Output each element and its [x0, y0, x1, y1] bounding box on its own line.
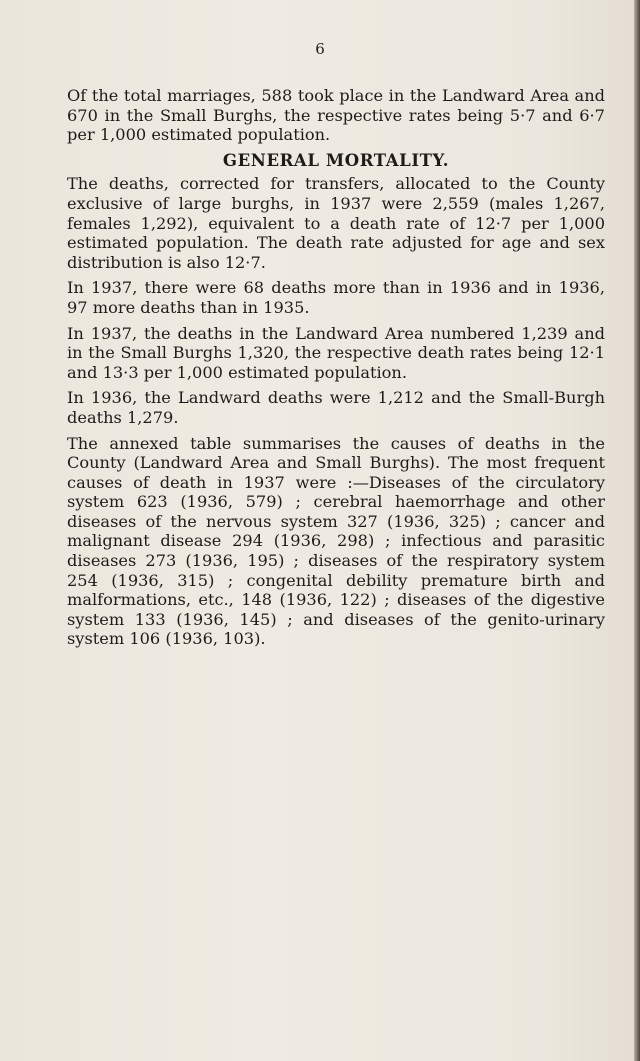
paragraph-deaths-areas: In 1937, the deaths in the Landward Area numbered 1,239 and in the Small Burghs 1,320, the respective death rates being 12·1 and 13·3 per 1,000 estimated population.: [67, 323, 605, 382]
paragraph-deaths-1936: In 1936, the Landward deaths were 1,212 and the Small-Burgh deaths 1,279.: [67, 388, 605, 427]
page-number: 6: [315, 40, 325, 58]
paragraph-deaths-comparison: In 1937, there were 68 deaths more than in 1936 and in 1936, 97 more deaths than in 1935.: [67, 278, 605, 317]
paragraph-deaths-total: The deaths, corrected for transfers, allocated to the County exclusive of large burghs, in 1937 were 2,559 (males 1,267, females 1,292), equivalent to a death rate of 12·7 per 1,000 estimated population. The death rate adjusted for age and sex distribution is also 12·7.: [67, 174, 605, 272]
section-heading: GENERAL MORTALITY.: [222, 150, 450, 170]
show-through-text: [0, 640, 640, 1040]
paragraph-causes: The annexed table summarises the causes of deaths in the County (Landward Area and Small Burghs). The most frequent causes of death in 1937 were :—Diseases of the circulatory system 623 (1936, 579) ; cerebral haemorrhage and other diseases of the nervous system 327 (1936, 325) ; cancer and malignant disease 294 (1936, 298) ; infectious and parasitic diseases 273 (1936, 195) ; diseases of the respiratory system 254 (1936, 315) ; congenital debility premature birth and malformations, etc., 148 (1936, 122) ; diseases of the digestive system 133 (1936, 145) ; and diseases of the genito-urinary system 106 (1936, 103).: [67, 433, 605, 649]
body-text: [67, 86, 605, 655]
paragraph-marriages: Of the total marriages, 588 took place in the Landward Area and 670 in the Small Burghs, the respective rates being 5·7 and 6·7 per 1,000 estimated population.: [67, 86, 605, 145]
book-spine-edge: [634, 0, 640, 1061]
